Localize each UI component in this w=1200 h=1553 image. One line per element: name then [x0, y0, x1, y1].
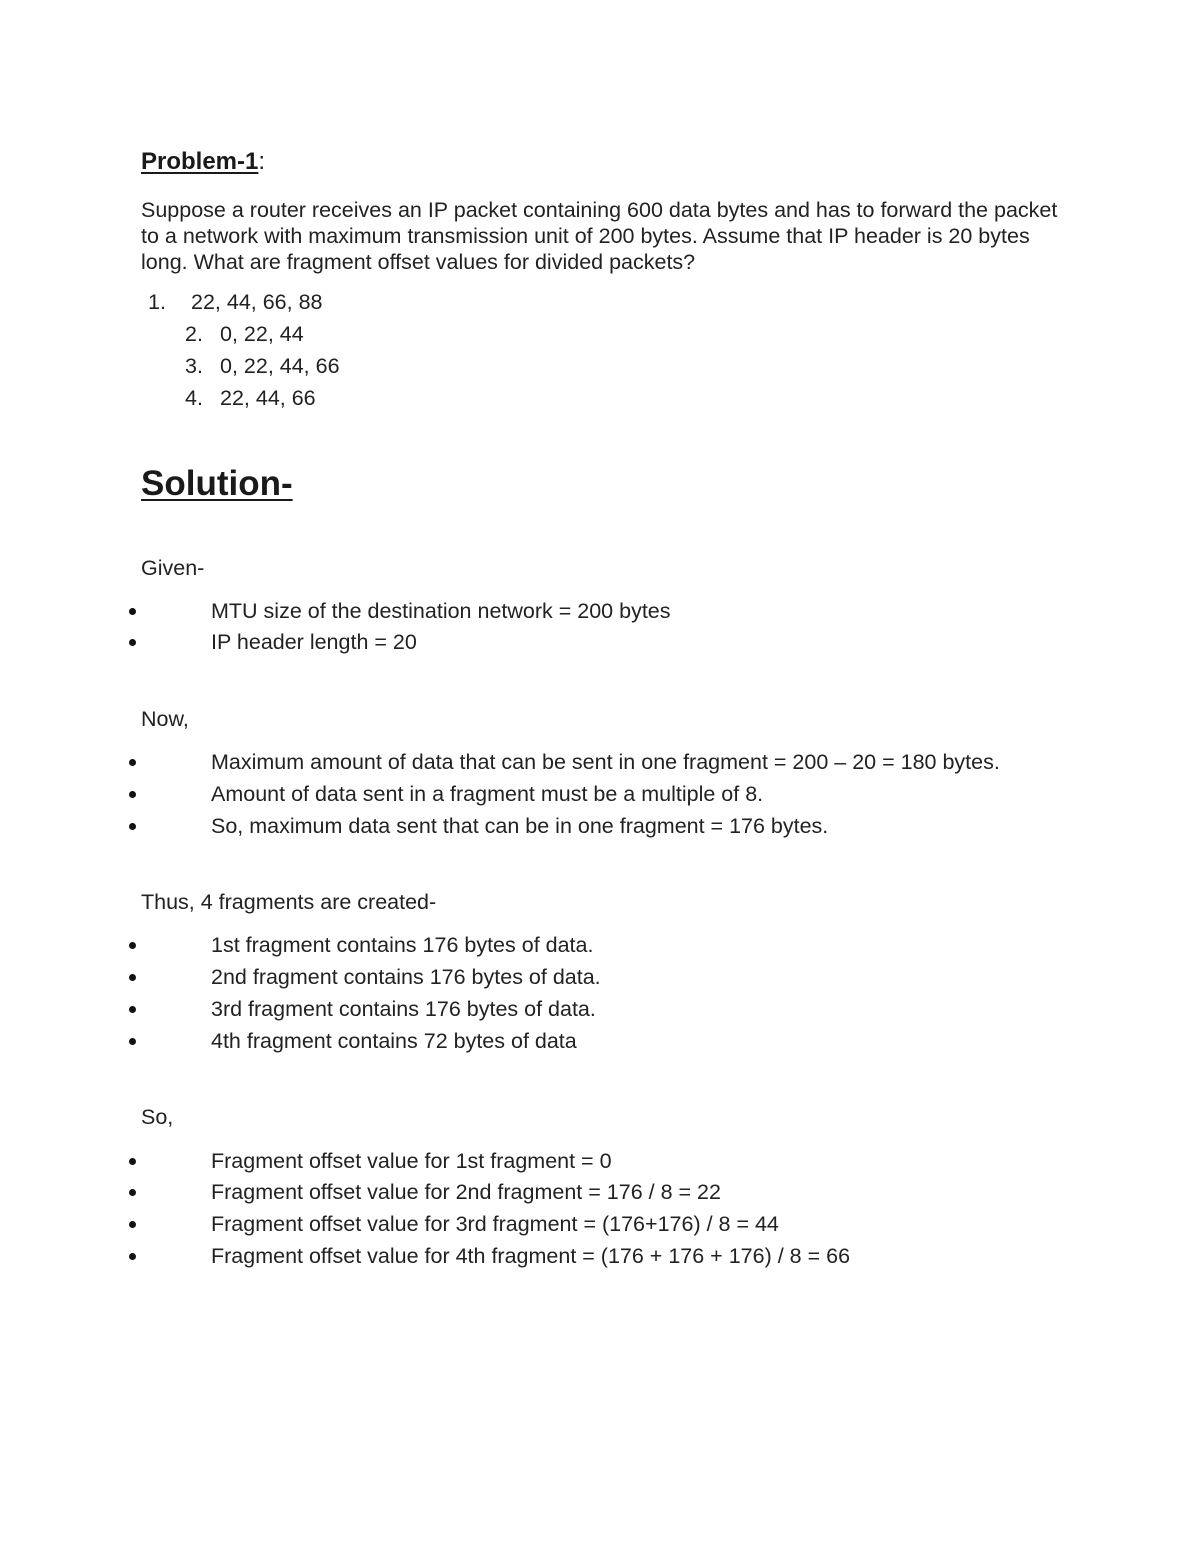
- list-item: [0, 1243, 1100, 1273]
- so-label: So,: [141, 1105, 174, 1129]
- option-value: 0, 22, 44, 66: [220, 354, 340, 378]
- list-item: [0, 629, 1100, 659]
- list-item-text: Fragment offset value for 4th fragment = (176 + 176 + 176) / 8 = 66: [211, 1244, 851, 1268]
- list-item: [0, 749, 1100, 779]
- bullet-icon: [129, 942, 136, 949]
- list-item: [0, 964, 1100, 994]
- problem-title-suffix: :: [258, 148, 266, 175]
- solution-heading: Solution-: [141, 464, 293, 503]
- option-value: 0, 22, 44: [220, 322, 304, 346]
- option-value: 22, 44, 66, 88: [191, 290, 323, 314]
- bullet-icon: [129, 1253, 136, 1260]
- list-item: [0, 932, 1100, 962]
- list-item-text: So, maximum data sent that can be in one fragment = 176 bytes.: [211, 814, 829, 838]
- bullet-icon: [129, 1189, 136, 1196]
- bullet-icon: [129, 1158, 136, 1165]
- bullet-icon: [129, 759, 136, 766]
- bullet-icon: [129, 974, 136, 981]
- list-item: [0, 1028, 1100, 1058]
- list-item-text: Fragment offset value for 3rd fragment = (176+176) / 8 = 44: [211, 1212, 779, 1236]
- list-item-text: MTU size of the destination network = 200 bytes: [211, 599, 671, 623]
- bullet-icon: [129, 1038, 136, 1045]
- option-number: 3.: [185, 354, 203, 378]
- problem-title: Problem-1: [141, 148, 259, 175]
- list-item-text: 4th fragment contains 72 bytes of data: [211, 1029, 577, 1053]
- list-item: [0, 1179, 1100, 1209]
- list-item-text: 1st fragment contains 176 bytes of data.: [211, 933, 594, 957]
- problem-statement: Suppose a router receives an IP packet containing 600 data bytes and has to forward the packet to a network with maximum transmission unit of 200 bytes. Assume that IP header is 20 bytes long. What are fragment offset values for divided packets?: [141, 198, 1058, 274]
- problem-heading: [141, 146, 265, 178]
- option-number: 1.: [148, 290, 166, 314]
- list-item: [0, 598, 1100, 628]
- option-value: 22, 44, 66: [220, 386, 316, 410]
- list-item-text: IP header length = 20: [211, 630, 417, 654]
- bullet-icon: [129, 639, 136, 646]
- bullet-icon: [129, 791, 136, 798]
- bullet-icon: [129, 1006, 136, 1013]
- list-item: [0, 1148, 1100, 1178]
- list-item: [0, 1211, 1100, 1241]
- list-item-text: Maximum amount of data that can be sent in one fragment = 200 – 20 = 180 bytes.: [211, 750, 1000, 774]
- bullet-icon: [129, 608, 136, 615]
- bullet-icon: [129, 823, 136, 830]
- list-item: [0, 996, 1100, 1026]
- bullet-icon: [129, 1221, 136, 1228]
- list-item: [0, 781, 1100, 811]
- thus-label: Thus, 4 fragments are created-: [141, 890, 437, 914]
- list-item-text: Fragment offset value for 1st fragment = 0: [211, 1149, 612, 1173]
- list-item-text: Amount of data sent in a fragment must be a multiple of 8.: [211, 782, 764, 806]
- now-label: Now,: [141, 707, 189, 731]
- list-item-text: 3rd fragment contains 176 bytes of data.: [211, 997, 596, 1021]
- option-number: 2.: [185, 322, 203, 346]
- given-label: Given-: [141, 556, 205, 580]
- list-item-text: Fragment offset value for 2nd fragment = 176 / 8 = 22: [211, 1180, 721, 1204]
- list-item-text: 2nd fragment contains 176 bytes of data.: [211, 965, 601, 989]
- option-number: 4.: [185, 386, 203, 410]
- list-item: [0, 813, 1100, 843]
